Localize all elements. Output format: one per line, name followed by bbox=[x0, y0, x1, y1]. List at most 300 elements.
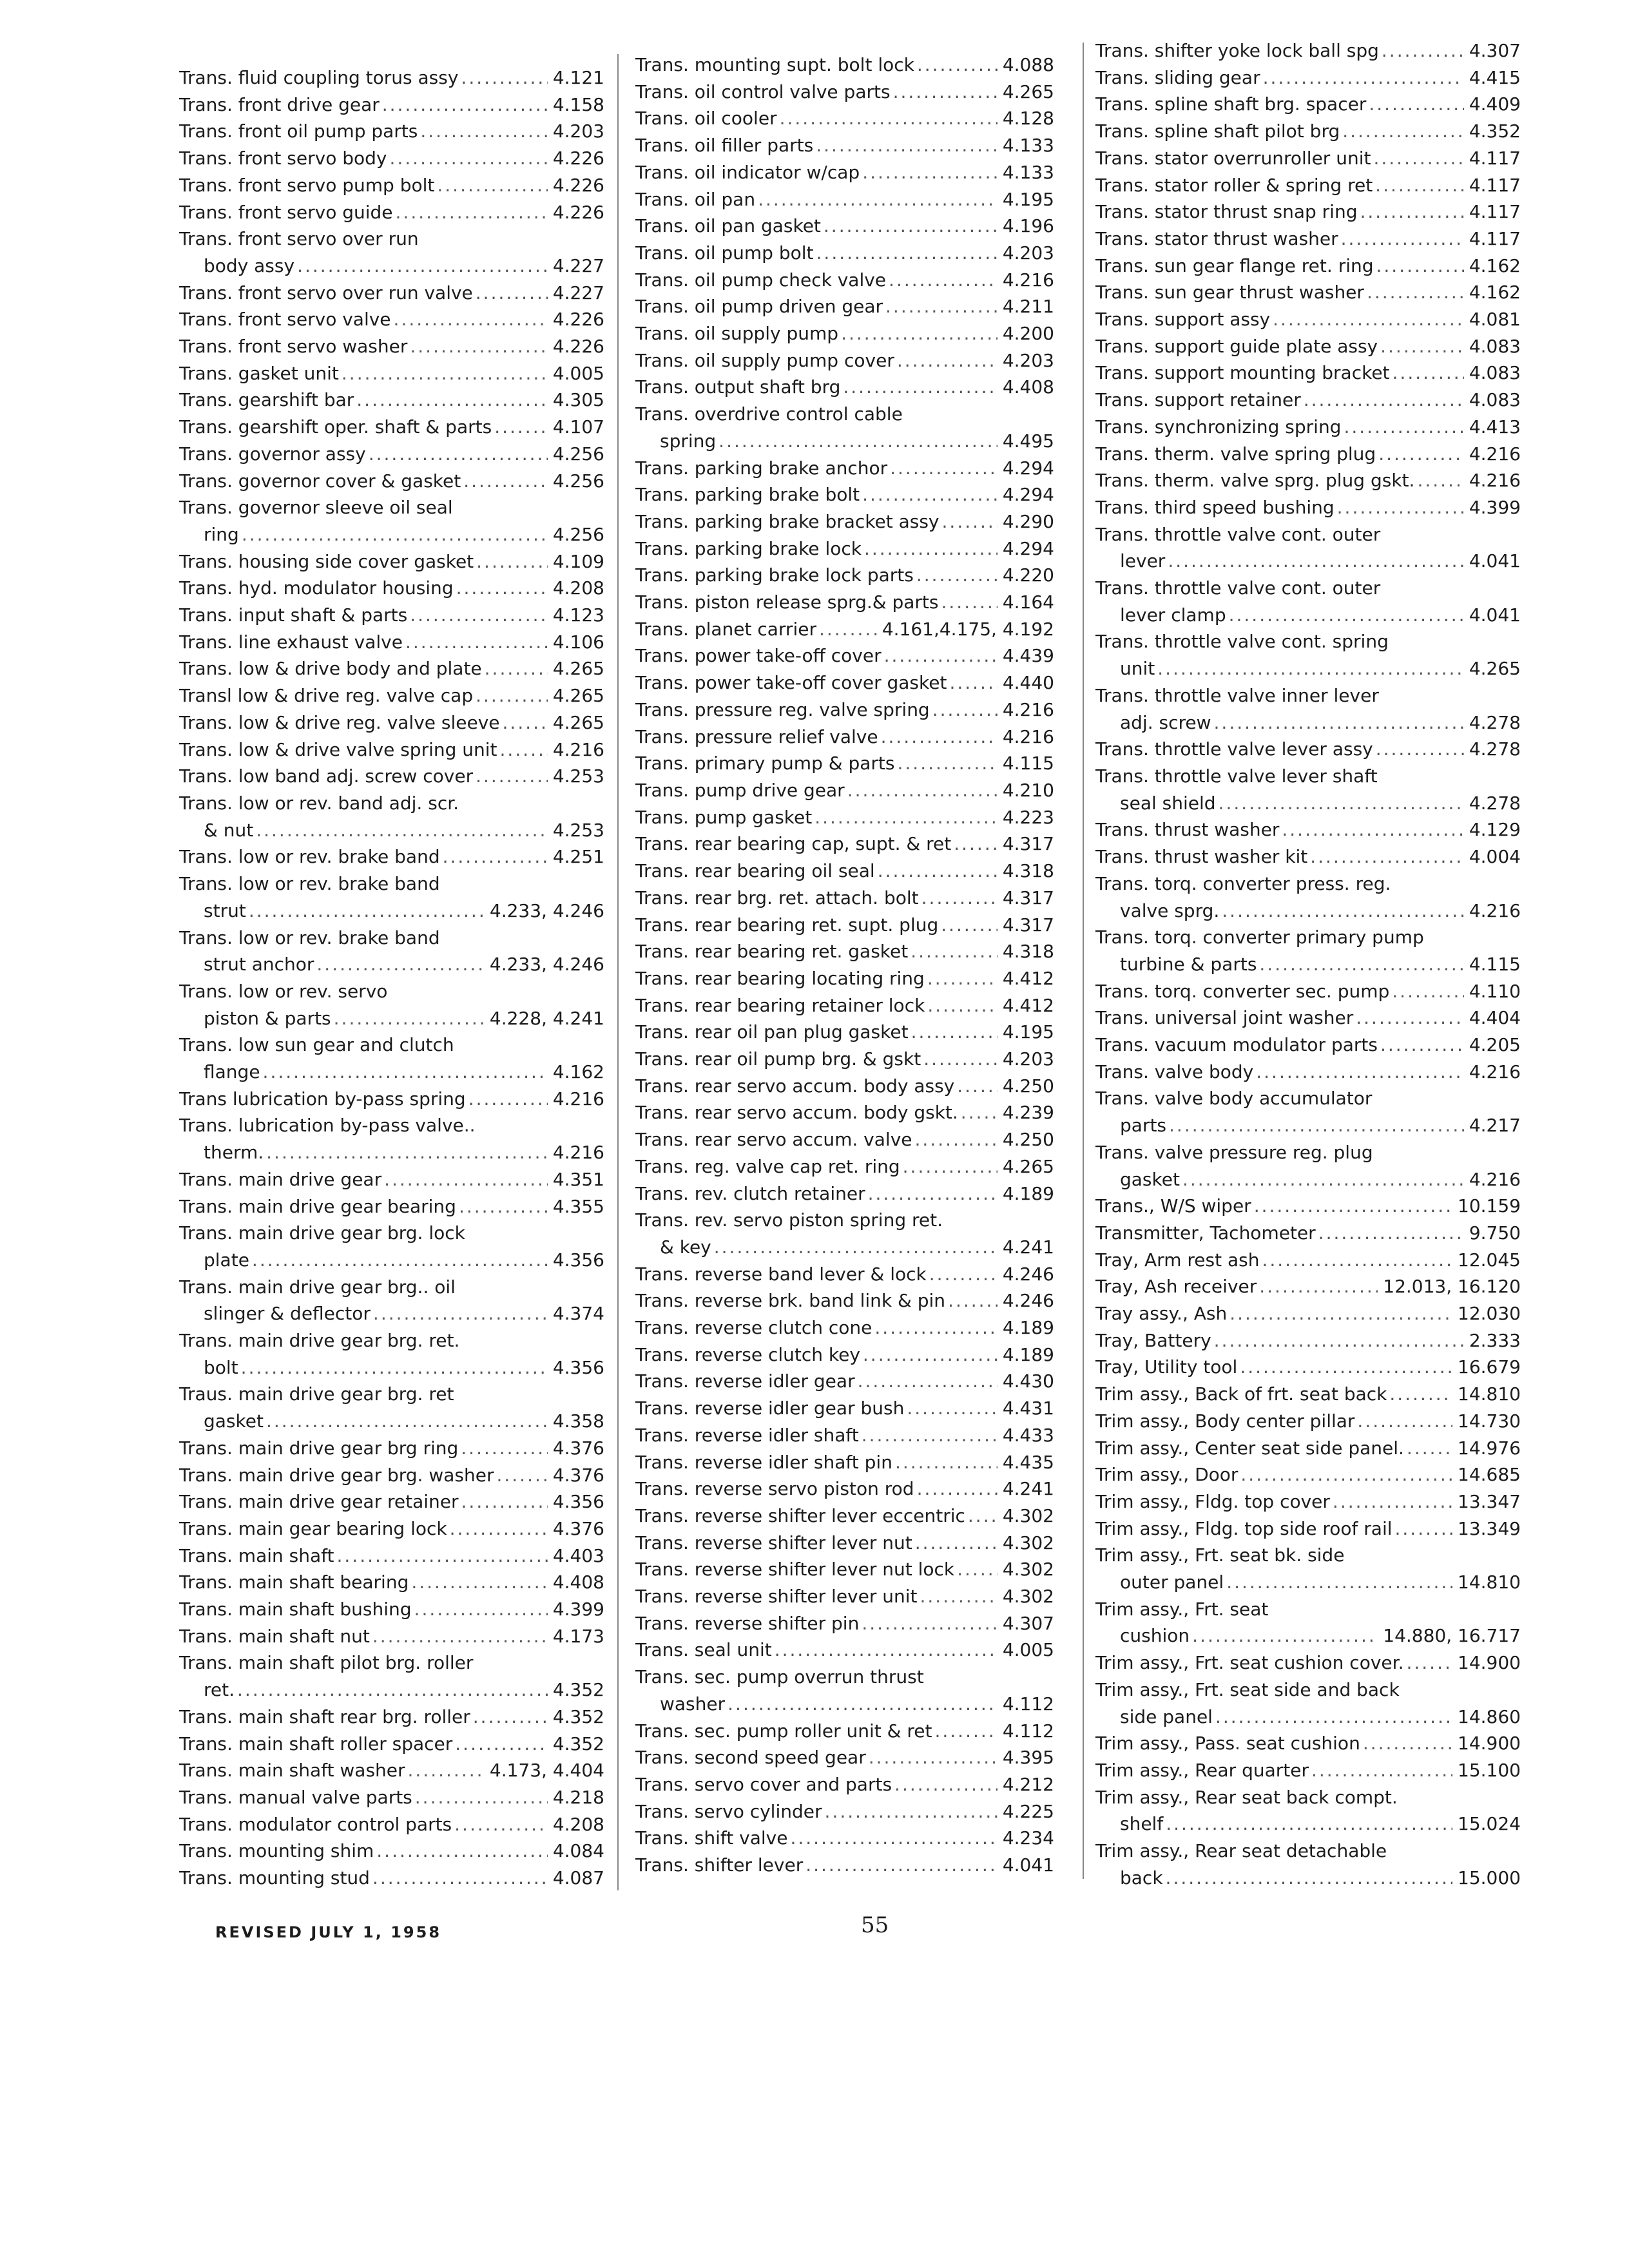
entry-row bbox=[635, 1691, 1054, 1718]
index-entry bbox=[635, 804, 1054, 831]
entry-name: cushion bbox=[1120, 1625, 1190, 1647]
entry-row bbox=[635, 1798, 1054, 1825]
entry-name: Trans. front servo over run valve bbox=[179, 282, 473, 303]
entry-name: Trans. parking brake bolt bbox=[635, 484, 860, 506]
entry-row bbox=[1095, 387, 1521, 414]
dot-leader bbox=[885, 293, 998, 320]
index-entry bbox=[635, 1180, 1054, 1207]
entry-page-ref: 4.317 bbox=[1002, 833, 1054, 855]
entry-page-ref: 4.294 bbox=[1002, 457, 1054, 479]
index-entry bbox=[1095, 64, 1521, 91]
entry-row bbox=[1095, 441, 1521, 468]
entry-name: Trans. output shaft brg bbox=[635, 376, 841, 398]
entry-page-ref: 4.250 bbox=[1002, 1075, 1054, 1097]
index-entry bbox=[179, 1838, 604, 1865]
entry-name: Trans lubrication by-pass spring bbox=[179, 1088, 466, 1110]
index-entry bbox=[635, 132, 1054, 159]
entry-page-ref: 4.129 bbox=[1469, 819, 1521, 841]
entry-row bbox=[635, 938, 1054, 965]
dot-leader bbox=[410, 602, 548, 629]
entry-page-ref: 4.203 bbox=[1002, 242, 1054, 264]
entry-name: Trans. rear oil pan plug gasket bbox=[635, 1021, 909, 1043]
dot-leader bbox=[242, 521, 548, 548]
index-entry bbox=[179, 1731, 604, 1758]
entry-page-ref: 4.083 bbox=[1469, 389, 1521, 411]
dot-leader bbox=[874, 1314, 997, 1341]
dot-leader bbox=[1417, 467, 1463, 494]
dot-leader bbox=[824, 213, 998, 240]
dot-leader bbox=[411, 1569, 547, 1596]
entry-row bbox=[635, 804, 1054, 831]
dot-leader bbox=[249, 898, 485, 925]
entry-page-ref: 4.241 bbox=[1002, 1478, 1054, 1500]
index-entry bbox=[179, 441, 604, 468]
entry-page-ref: 4.415 bbox=[1469, 66, 1521, 88]
dot-leader bbox=[927, 992, 998, 1019]
entry-row bbox=[635, 562, 1054, 589]
dot-leader bbox=[476, 548, 548, 575]
entry-name-first-line: Trans. valve body accumulator bbox=[1095, 1088, 1373, 1110]
entry-name: Trans. oil pan gasket bbox=[635, 215, 821, 237]
entry-row bbox=[635, 642, 1054, 669]
entry-name: Tray, Utility tool bbox=[1095, 1356, 1238, 1378]
entry-row bbox=[635, 1744, 1054, 1771]
entry-name: Trans. synchronizing spring bbox=[1095, 416, 1342, 437]
index-entry bbox=[1095, 1784, 1521, 1838]
entry-name: Trans. thrust washer bbox=[1095, 819, 1280, 841]
entry-row bbox=[1095, 145, 1521, 172]
entry-page-ref: 4.265 bbox=[552, 658, 604, 680]
entry-page-ref: 4.210 bbox=[1002, 779, 1054, 801]
index-entry bbox=[1095, 1461, 1521, 1488]
index-entry bbox=[179, 1623, 604, 1650]
entry-row bbox=[1095, 1327, 1521, 1354]
entry-name: Trans. front servo body bbox=[179, 148, 387, 169]
entry-name: Trans. main drive gear brg ring bbox=[179, 1437, 459, 1459]
entry-name: lever clamp bbox=[1120, 604, 1226, 626]
dot-leader bbox=[1392, 978, 1464, 1005]
entry-row bbox=[635, 885, 1054, 912]
entry-page-ref: 4.225 bbox=[1002, 1800, 1054, 1822]
entry-page-ref: 14.730 bbox=[1458, 1410, 1521, 1432]
entry-row bbox=[179, 1462, 604, 1489]
entry-name: Trans. parking brake bracket assy bbox=[635, 510, 940, 532]
revision-note: REVISED JULY 1, 1958 bbox=[215, 1923, 442, 1941]
entry-name: Trans. pump gasket bbox=[635, 806, 813, 828]
entry-row bbox=[635, 1126, 1054, 1153]
entry-row bbox=[1095, 1247, 1521, 1274]
index-entry bbox=[1095, 1032, 1521, 1059]
entry-name: Trim assy., Center seat side panel. bbox=[1095, 1437, 1404, 1459]
index-entry bbox=[179, 870, 604, 924]
index-entry bbox=[179, 1032, 604, 1085]
index-entry bbox=[179, 1865, 604, 1892]
entry-name-first-line: Trim assy., Frt. seat bbox=[1095, 1598, 1269, 1620]
entry-page-ref: 4.302 bbox=[1002, 1586, 1054, 1608]
index-entry bbox=[1095, 226, 1521, 253]
entry-row bbox=[179, 1166, 604, 1193]
entry-name: Trans. main drive gear bbox=[179, 1168, 382, 1190]
entry-page-ref: 4.203 bbox=[1002, 1048, 1054, 1070]
dot-leader bbox=[1333, 1488, 1452, 1515]
entry-page-ref: 4.356 bbox=[552, 1249, 604, 1271]
column-divider bbox=[1083, 43, 1084, 1879]
entry-page-ref: 14.880, 16.717 bbox=[1383, 1625, 1521, 1647]
entry-name: Trans. rear oil pump brg. & gskt bbox=[635, 1048, 921, 1070]
dot-leader bbox=[1166, 1865, 1452, 1892]
entry-row bbox=[1095, 1220, 1521, 1247]
index-entry bbox=[635, 1395, 1054, 1422]
entry-page-ref: 4.226 bbox=[552, 174, 604, 196]
entry-row bbox=[635, 912, 1054, 939]
entry-row bbox=[179, 736, 604, 764]
dot-leader bbox=[1214, 709, 1464, 736]
entry-row bbox=[1095, 91, 1521, 118]
index-entry bbox=[635, 1637, 1054, 1664]
index-entry bbox=[635, 724, 1054, 751]
entry-page-ref: 10.159 bbox=[1458, 1195, 1521, 1217]
entry-page-ref: 4.294 bbox=[1002, 484, 1054, 506]
entry-row bbox=[1095, 548, 1521, 575]
index-entry bbox=[179, 843, 604, 870]
index-entry bbox=[635, 777, 1054, 804]
dot-leader bbox=[869, 1744, 998, 1771]
entry-name-first-line: Trans. throttle valve inner lever bbox=[1095, 684, 1379, 706]
index-entry bbox=[179, 1569, 604, 1596]
entry-row bbox=[635, 1180, 1054, 1207]
dot-leader bbox=[1380, 333, 1464, 360]
entry-page-ref: 4.253 bbox=[552, 765, 604, 787]
dot-leader bbox=[1229, 1300, 1452, 1327]
entry-row bbox=[635, 697, 1054, 724]
index-entry bbox=[635, 1314, 1054, 1341]
entry-page-ref: 4.430 bbox=[1002, 1370, 1054, 1392]
index-entry bbox=[179, 1166, 604, 1193]
entry-row bbox=[1095, 1569, 1521, 1596]
entry-page-ref: 4.265 bbox=[552, 711, 604, 733]
entry-row bbox=[635, 1341, 1054, 1369]
entry-name: Trans. torq. converter sec. pump bbox=[1095, 980, 1390, 1002]
entry-page-ref: 4.290 bbox=[1002, 510, 1054, 532]
index-entry bbox=[1095, 253, 1521, 280]
entry-row bbox=[179, 1059, 604, 1086]
entry-row bbox=[635, 1019, 1054, 1046]
entry-page-ref: 4.376 bbox=[552, 1517, 604, 1539]
entry-name: Trans. gasket unit bbox=[179, 362, 339, 384]
entry-row bbox=[1095, 1704, 1521, 1731]
dot-leader bbox=[263, 1059, 548, 1086]
index-entry bbox=[635, 1583, 1054, 1610]
index-entry bbox=[635, 79, 1054, 106]
entry-name-first-line: Trans. front servo over run bbox=[179, 228, 419, 250]
entry-page-ref: 4.128 bbox=[1002, 108, 1054, 130]
entry-page-ref: 4.305 bbox=[552, 389, 604, 411]
index-entry bbox=[1095, 360, 1521, 387]
entry-row bbox=[635, 1395, 1054, 1422]
entry-name: Trans. stator thrust washer bbox=[1095, 227, 1338, 249]
entry-page-ref: 12.030 bbox=[1458, 1303, 1521, 1325]
entry-page-ref: 4.109 bbox=[552, 550, 604, 572]
index-column-2 bbox=[635, 52, 1054, 1879]
entry-name: Tray, Arm rest ash bbox=[1095, 1249, 1260, 1271]
entry-page-ref: 4.302 bbox=[1002, 1532, 1054, 1553]
index-entry bbox=[1095, 736, 1521, 763]
entry-row bbox=[179, 1838, 604, 1865]
entry-page-ref: 4.205 bbox=[1469, 1034, 1521, 1056]
entry-row bbox=[1095, 1354, 1521, 1381]
entry-row bbox=[179, 64, 604, 91]
entry-name: Trans. reverse servo piston rod bbox=[635, 1478, 914, 1500]
entry-page-ref: 4.233, 4.246 bbox=[489, 899, 604, 921]
dot-leader bbox=[942, 508, 998, 535]
entry-row bbox=[635, 1422, 1054, 1449]
entry-row bbox=[179, 145, 604, 172]
dot-leader bbox=[1375, 172, 1464, 199]
entry-row bbox=[1095, 951, 1521, 978]
entry-name: Trans. second speed gear bbox=[635, 1747, 866, 1769]
index-entry bbox=[1095, 333, 1521, 360]
entry-name: Trans. support guide plate assy bbox=[1095, 335, 1378, 357]
entry-page-ref: 4.256 bbox=[552, 443, 604, 465]
index-entry bbox=[635, 1530, 1054, 1557]
index-entry bbox=[635, 1126, 1054, 1153]
index-entry bbox=[635, 1556, 1054, 1583]
index-entry bbox=[635, 938, 1054, 965]
entry-row bbox=[179, 118, 604, 145]
entry-page-ref: 4.162 bbox=[1469, 282, 1521, 303]
index-entry bbox=[635, 1664, 1054, 1717]
dot-leader bbox=[1378, 441, 1464, 468]
index-entry bbox=[179, 1811, 604, 1838]
entry-name-first-line: Trim assy., Frt. seat bk. side bbox=[1095, 1544, 1345, 1566]
index-entry bbox=[635, 1207, 1054, 1260]
entry-page-ref: 4.115 bbox=[1002, 753, 1054, 774]
dot-leader bbox=[405, 629, 548, 656]
entry-page-ref: 4.376 bbox=[552, 1437, 604, 1459]
entry-page-ref: 4.005 bbox=[1002, 1639, 1054, 1661]
entry-row bbox=[635, 1287, 1054, 1314]
entry-page-ref: 4.352 bbox=[552, 1706, 604, 1727]
entry-name: Trans. pump drive gear bbox=[635, 779, 845, 801]
index-entry bbox=[635, 1798, 1054, 1825]
entry-name: Trans. piston release sprg.& parts bbox=[635, 591, 939, 613]
entry-page-ref: 4.106 bbox=[552, 631, 604, 653]
column-divider bbox=[617, 54, 619, 1890]
dot-leader bbox=[503, 709, 548, 736]
entry-row bbox=[635, 992, 1054, 1019]
dot-leader bbox=[1256, 1059, 1464, 1086]
index-entry bbox=[179, 602, 604, 629]
dot-leader bbox=[1263, 64, 1464, 91]
dot-leader bbox=[1282, 816, 1463, 843]
entry-name: Trans. governor assy bbox=[179, 443, 366, 465]
index-entry bbox=[1095, 172, 1521, 199]
index-entry bbox=[635, 1368, 1054, 1395]
dot-leader bbox=[1182, 1166, 1464, 1193]
entry-name-first-line: Trans. main drive gear brg. lock bbox=[179, 1222, 465, 1244]
entry-row bbox=[635, 1718, 1054, 1745]
entry-name-first-line: Trim assy., Rear seat back compt. bbox=[1095, 1786, 1398, 1808]
entry-page-ref: 4.302 bbox=[1002, 1504, 1054, 1526]
entry-name-first-line: Trans. main drive gear brg. ret. bbox=[179, 1330, 460, 1352]
index-entry bbox=[179, 1757, 604, 1784]
entry-page-ref: 4.115 bbox=[1469, 953, 1521, 975]
entry-name: Trans. low & drive reg. valve sleeve bbox=[179, 711, 500, 733]
entry-name: Trans. oil pan bbox=[635, 188, 756, 210]
dot-leader bbox=[468, 1086, 548, 1113]
dot-leader bbox=[911, 1019, 998, 1046]
index-entry bbox=[635, 992, 1054, 1019]
dot-leader bbox=[1318, 1220, 1464, 1247]
index-entry bbox=[635, 240, 1054, 267]
dot-leader bbox=[881, 724, 998, 751]
index-entry bbox=[179, 629, 604, 656]
entry-page-ref: 4.195 bbox=[1002, 188, 1054, 210]
entry-page-ref: 15.024 bbox=[1458, 1813, 1521, 1835]
entry-name: Trans. line exhaust valve bbox=[179, 631, 403, 653]
index-entry bbox=[635, 1503, 1054, 1530]
entry-row bbox=[635, 132, 1054, 159]
entry-page-ref: 4.351 bbox=[552, 1168, 604, 1190]
dot-leader bbox=[1259, 1273, 1378, 1300]
entry-row bbox=[179, 548, 604, 575]
entry-page-ref: 4.189 bbox=[1002, 1343, 1054, 1365]
entry-name: Trim assy., Body center pillar bbox=[1095, 1410, 1355, 1432]
index-entry bbox=[179, 763, 604, 790]
entry-row bbox=[1095, 1408, 1521, 1435]
entry-name: parts bbox=[1120, 1115, 1167, 1137]
index-entry bbox=[179, 1220, 604, 1273]
entry-row bbox=[179, 387, 604, 414]
entry-name: Trans. main drive gear brg. washer bbox=[179, 1464, 494, 1486]
entry-name: Trans. rear brg. ret. attach. bolt bbox=[635, 887, 919, 908]
entry-row bbox=[635, 750, 1054, 777]
entry-name: Trans. oil cooler bbox=[635, 108, 777, 130]
index-entry bbox=[1095, 1300, 1521, 1327]
dot-leader bbox=[841, 320, 998, 347]
entry-page-ref: 4.352 bbox=[1469, 120, 1521, 142]
entry-page-ref: 4.246 bbox=[1002, 1263, 1054, 1285]
dot-leader bbox=[334, 1005, 485, 1032]
index-entry bbox=[1095, 1085, 1521, 1139]
index-entry bbox=[179, 978, 604, 1032]
entry-page-ref: 4.216 bbox=[1469, 1061, 1521, 1082]
entry-name: Trans. main gear bearing lock bbox=[179, 1517, 447, 1539]
entry-name-first-line: Trans. throttle valve cont. spring bbox=[1095, 631, 1389, 653]
entry-name: Trans. oil indicator w/cap bbox=[635, 161, 860, 183]
entry-page-ref: 4.212 bbox=[1002, 1774, 1054, 1795]
dot-leader bbox=[297, 253, 548, 280]
dot-leader bbox=[372, 1865, 548, 1892]
entry-name: Trans. oil filler parts bbox=[635, 135, 814, 157]
entry-name: Trans. spline shaft pilot brg bbox=[1095, 120, 1340, 142]
dot-leader bbox=[816, 132, 998, 159]
entry-row bbox=[179, 1542, 604, 1570]
dot-leader bbox=[256, 817, 548, 844]
entry-row bbox=[635, 1073, 1054, 1100]
index-entry bbox=[635, 455, 1054, 482]
dot-leader bbox=[923, 1046, 998, 1073]
entry-page-ref: 4.196 bbox=[1002, 215, 1054, 237]
index-entry bbox=[635, 912, 1054, 939]
dot-leader bbox=[1259, 951, 1463, 978]
entry-name: valve sprg. bbox=[1120, 899, 1220, 921]
index-entry bbox=[635, 1852, 1054, 1879]
entry-name-first-line: Trim assy., Rear seat detachable bbox=[1095, 1840, 1387, 1862]
dot-leader bbox=[934, 1718, 997, 1745]
index-entry bbox=[179, 1784, 604, 1811]
index-entry bbox=[179, 1542, 604, 1570]
entry-page-ref: 4.435 bbox=[1002, 1451, 1054, 1473]
dot-leader bbox=[915, 1126, 998, 1153]
index-entry bbox=[1095, 1649, 1521, 1677]
index-entry bbox=[635, 374, 1054, 401]
dot-leader bbox=[898, 750, 998, 777]
entry-page-ref: 4.226 bbox=[552, 148, 604, 169]
dot-leader bbox=[1389, 1381, 1452, 1408]
entry-name: Trans. spline shaft brg. spacer bbox=[1095, 93, 1367, 115]
dot-leader bbox=[237, 1677, 548, 1704]
index-entry bbox=[1095, 843, 1521, 870]
entry-page-ref: 16.679 bbox=[1458, 1356, 1521, 1378]
dot-leader bbox=[868, 1180, 998, 1207]
entry-page-ref: 4.278 bbox=[1469, 792, 1521, 814]
entry-page-ref: 4.133 bbox=[1002, 135, 1054, 157]
entry-name: Trans. hyd. modulator housing bbox=[179, 577, 454, 599]
dot-leader bbox=[915, 1530, 998, 1557]
dot-leader bbox=[961, 1099, 998, 1126]
entry-name: Trim assy., Fldg. top cover bbox=[1095, 1490, 1330, 1512]
entry-name-first-line: Trans. sec. pump overrun thrust bbox=[635, 1666, 924, 1688]
entry-name-first-line: Trans. overdrive control cable bbox=[635, 403, 903, 425]
dot-leader bbox=[957, 1556, 998, 1583]
entry-name: therm. bbox=[204, 1142, 264, 1164]
entry-row bbox=[179, 1300, 604, 1327]
entry-name: & nut bbox=[204, 819, 254, 841]
dot-leader bbox=[494, 414, 548, 441]
entry-row bbox=[179, 1193, 604, 1220]
entry-row bbox=[1095, 1112, 1521, 1139]
entry-row bbox=[1095, 279, 1521, 306]
index-entry bbox=[1095, 1838, 1521, 1891]
dot-leader bbox=[410, 333, 547, 360]
entry-row bbox=[635, 1637, 1054, 1664]
index-entry bbox=[635, 535, 1054, 562]
index-entry bbox=[635, 1099, 1054, 1126]
entry-page-ref: 4.395 bbox=[1002, 1747, 1054, 1769]
entry-row bbox=[179, 280, 604, 307]
dot-leader bbox=[1222, 898, 1464, 925]
entry-name: Trans. gearshift oper. shaft & parts bbox=[179, 416, 492, 438]
entry-name: Trim assy., Frt. seat cushion cover. bbox=[1095, 1652, 1404, 1674]
entry-name: Trans. governor cover & gasket bbox=[179, 470, 461, 492]
entry-name: Trans. pressure reg. valve spring bbox=[635, 698, 930, 720]
entry-name: Trans. parking brake anchor bbox=[635, 457, 888, 479]
dot-leader bbox=[949, 669, 997, 697]
entry-row bbox=[179, 1704, 604, 1731]
entry-row bbox=[179, 1488, 604, 1515]
entry-row bbox=[1095, 978, 1521, 1005]
entry-page-ref: 4.200 bbox=[1002, 323, 1054, 345]
entry-row bbox=[635, 616, 1054, 643]
entry-page-ref: 4.433 bbox=[1002, 1424, 1054, 1446]
index-entry bbox=[635, 481, 1054, 508]
index-entry bbox=[635, 1449, 1054, 1476]
dot-leader bbox=[897, 347, 998, 374]
dot-leader bbox=[376, 1838, 548, 1865]
dot-leader bbox=[954, 831, 998, 858]
index-entry bbox=[635, 1287, 1054, 1314]
